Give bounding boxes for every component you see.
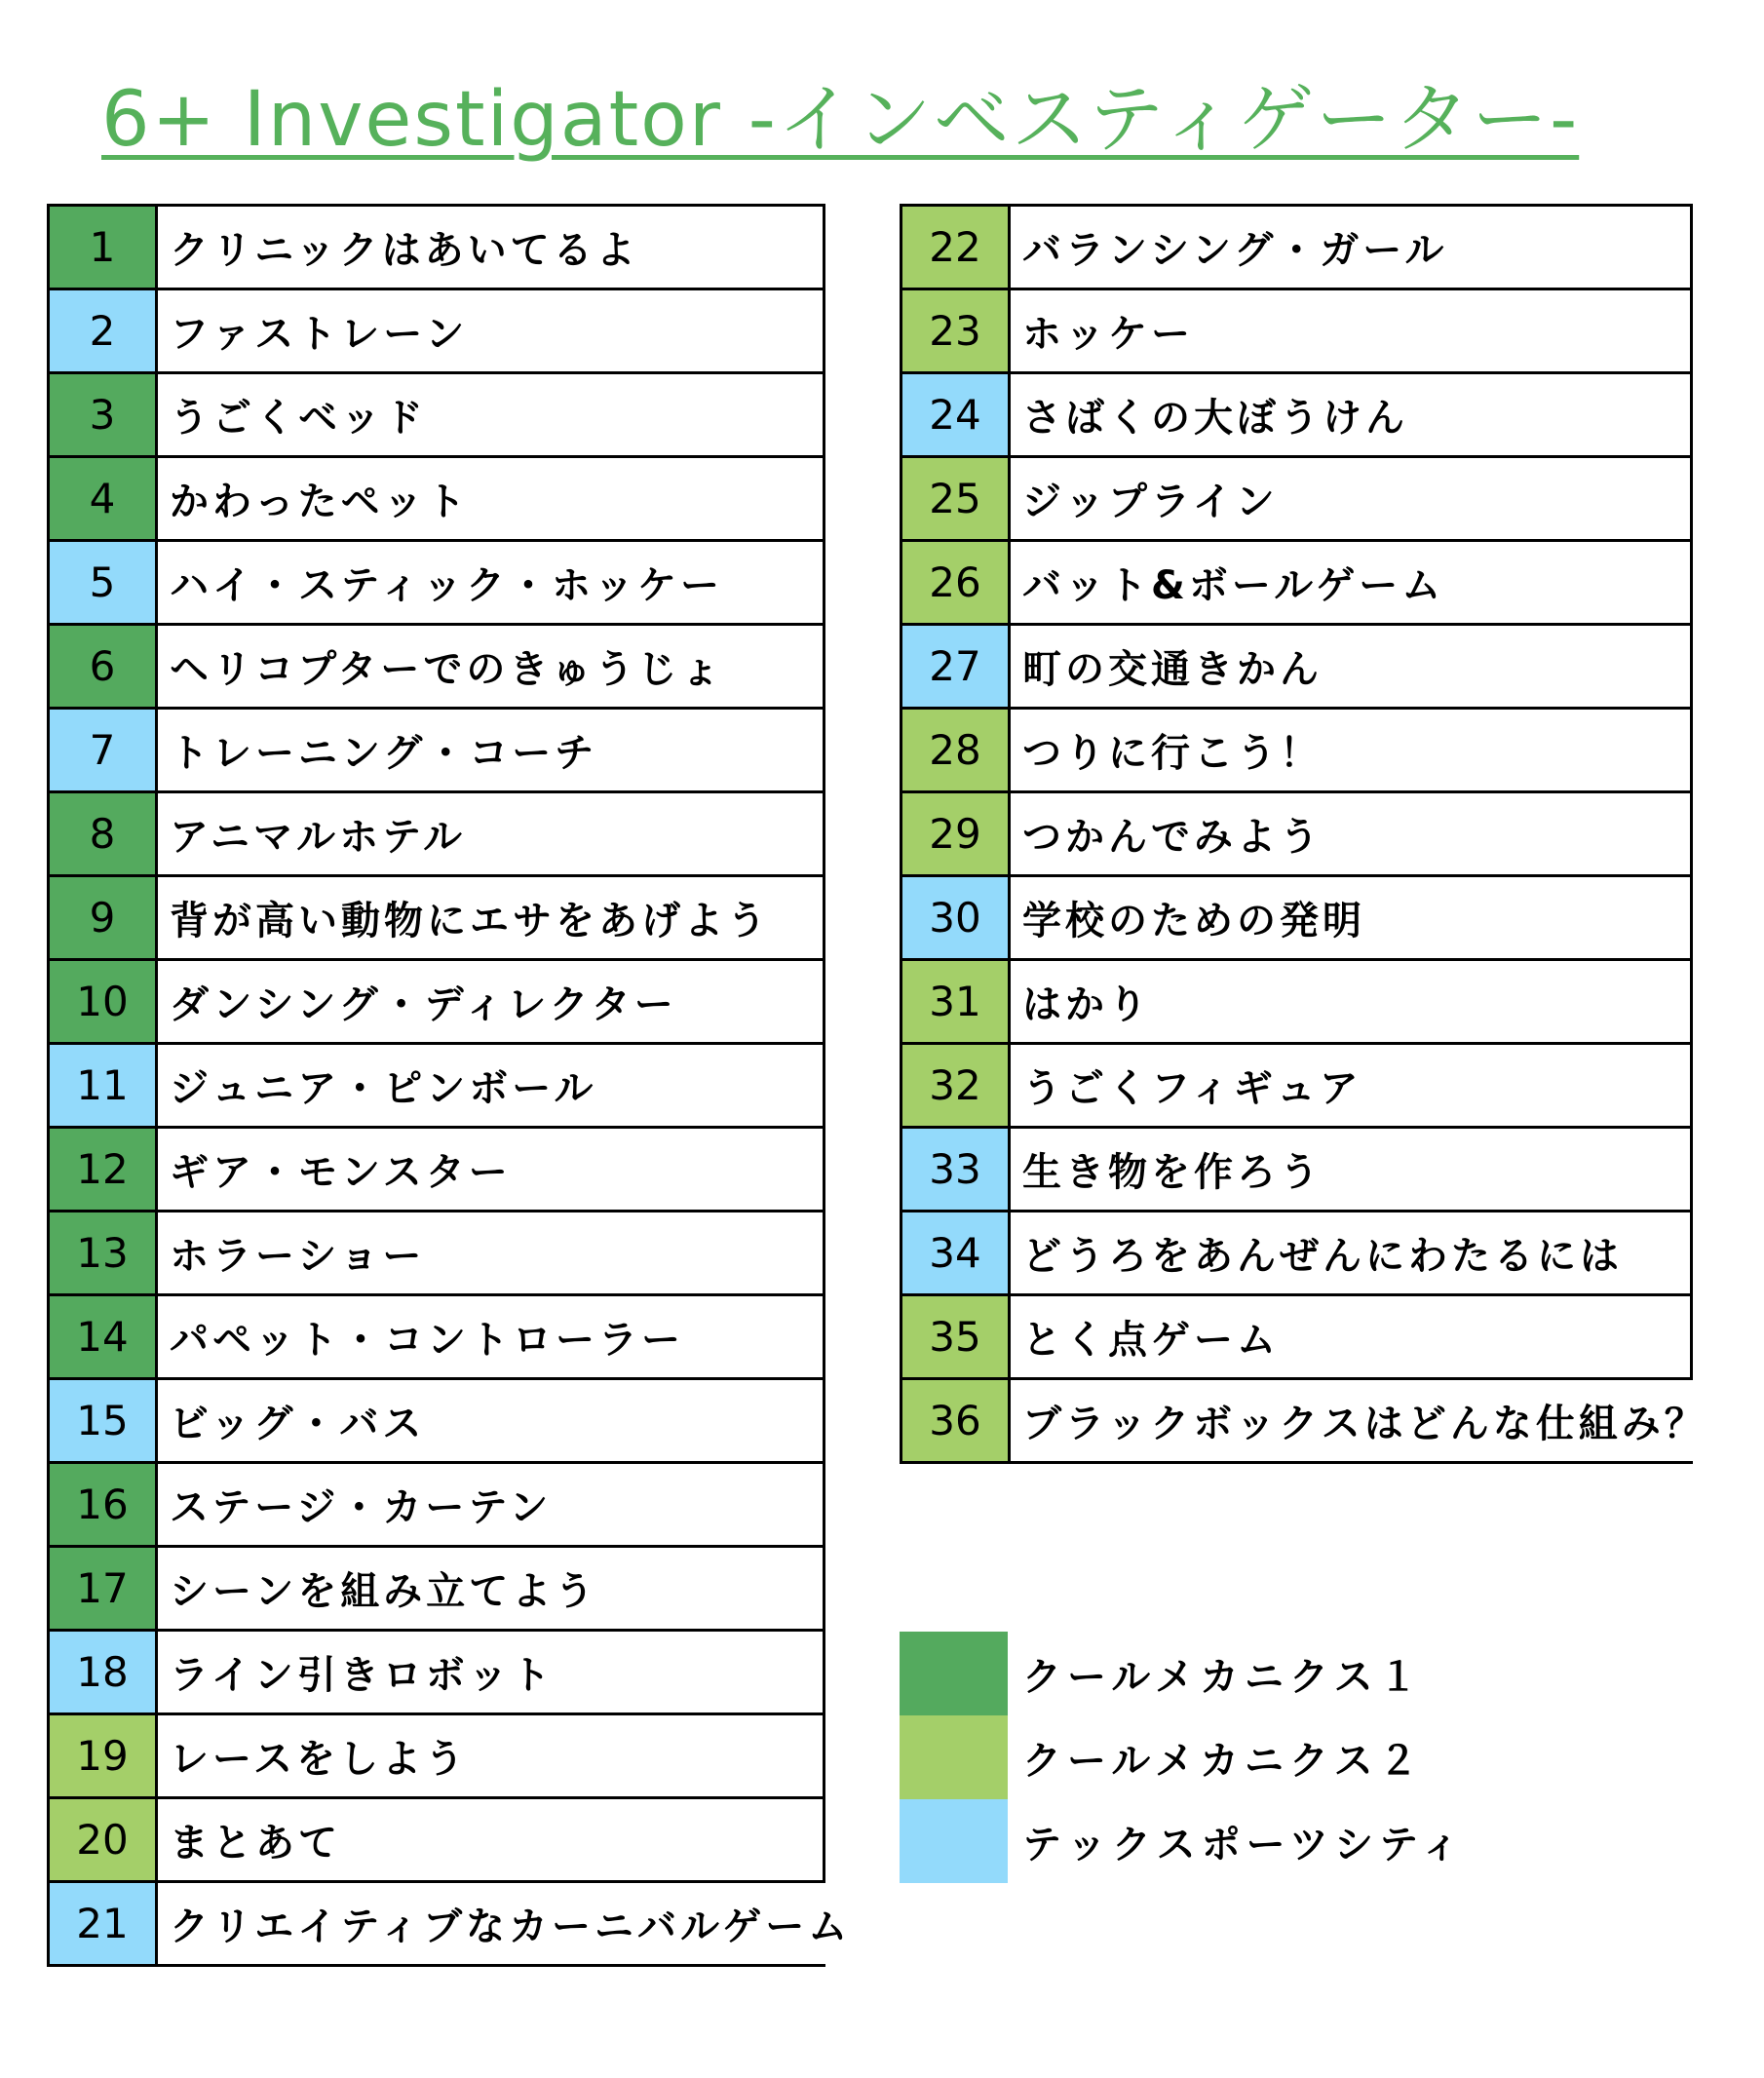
row-number: 26 bbox=[902, 542, 1011, 623]
row-number: 13 bbox=[50, 1212, 158, 1293]
table-row bbox=[50, 1464, 825, 1548]
row-title: トレーニング・コーチ bbox=[158, 710, 825, 790]
row-number: 5 bbox=[50, 542, 158, 623]
row-title: はかり bbox=[1011, 961, 1693, 1042]
row-title: ジュニア・ピンボール bbox=[158, 1045, 825, 1126]
row-number: 30 bbox=[902, 877, 1011, 958]
row-title: ファストレーン bbox=[158, 290, 825, 371]
row-title: うごくベッド bbox=[158, 374, 825, 455]
table-row bbox=[50, 458, 825, 542]
legend-item bbox=[900, 1799, 1582, 1883]
row-title: クリエイティブなカーニバルゲーム bbox=[170, 1905, 852, 1949]
legend-label: クールメカニクス２ bbox=[1022, 1738, 1424, 1784]
row-number: 32 bbox=[902, 1045, 1011, 1126]
row-number: 34 bbox=[902, 1212, 1011, 1293]
row-title: ホラーショー bbox=[158, 1212, 825, 1293]
table-row bbox=[50, 1548, 825, 1632]
row-number: 3 bbox=[50, 374, 158, 455]
row-number: 20 bbox=[50, 1799, 158, 1880]
left-table bbox=[47, 204, 852, 1967]
legend bbox=[900, 1632, 1582, 1883]
table-row bbox=[902, 710, 1693, 793]
row-title: アニマルホテル bbox=[158, 793, 825, 874]
table-row bbox=[50, 710, 825, 793]
table-row bbox=[902, 374, 1693, 458]
table-row bbox=[902, 1129, 1693, 1212]
legend-swatch bbox=[900, 1632, 1008, 1715]
row-title: ホッケー bbox=[1011, 290, 1693, 371]
table-row bbox=[902, 1045, 1693, 1129]
row-title: ビッグ・バス bbox=[158, 1380, 825, 1461]
row-number: 11 bbox=[50, 1045, 158, 1126]
row-title: 学校のための発明 bbox=[1011, 877, 1693, 958]
row-number: 33 bbox=[902, 1129, 1011, 1210]
row-title: うごくフィギュア bbox=[1011, 1045, 1693, 1126]
row-number: 25 bbox=[902, 458, 1011, 539]
table-row bbox=[50, 1799, 825, 1883]
table-row bbox=[50, 1715, 825, 1799]
right-table bbox=[900, 204, 1707, 1464]
row-number: 28 bbox=[902, 710, 1011, 790]
row-title: つかんでみよう bbox=[1011, 793, 1693, 874]
row-number: 31 bbox=[902, 961, 1011, 1042]
table-row bbox=[902, 1380, 1707, 1464]
table-row bbox=[902, 542, 1693, 626]
row-number: 15 bbox=[50, 1380, 158, 1461]
table-row bbox=[50, 1296, 825, 1380]
table-row bbox=[50, 542, 825, 626]
table-row bbox=[902, 458, 1693, 542]
row-number: 12 bbox=[50, 1129, 158, 1210]
row-title: 町の交通きかん bbox=[1011, 626, 1693, 707]
row-number: 22 bbox=[902, 207, 1011, 288]
table-row bbox=[902, 290, 1693, 374]
table-row bbox=[902, 1212, 1693, 1296]
row-number: 2 bbox=[50, 290, 158, 371]
row-title: 生き物を作ろう bbox=[1011, 1129, 1693, 1210]
row-title: さばくの大ぼうけん bbox=[1011, 374, 1693, 455]
row-number: 21 bbox=[50, 1883, 158, 1964]
table-row bbox=[50, 1380, 825, 1464]
legend-item bbox=[900, 1715, 1582, 1799]
row-number: 24 bbox=[902, 374, 1011, 455]
row-number: 17 bbox=[50, 1548, 158, 1629]
row-number: 6 bbox=[50, 626, 158, 707]
table-row bbox=[50, 1883, 852, 1967]
page-title: 6+ Investigator -インベスティゲーター- bbox=[101, 76, 1580, 164]
legend-label: クールメカニクス１ bbox=[1022, 1654, 1424, 1700]
table-row bbox=[902, 626, 1693, 710]
table-row bbox=[50, 793, 825, 877]
row-number: 16 bbox=[50, 1464, 158, 1545]
legend-item bbox=[900, 1632, 1582, 1715]
row-number: 14 bbox=[50, 1296, 158, 1377]
table-row bbox=[50, 1129, 825, 1212]
row-number: 27 bbox=[902, 626, 1011, 707]
row-number: 29 bbox=[902, 793, 1011, 874]
table-row bbox=[50, 374, 825, 458]
table-row bbox=[50, 1212, 825, 1296]
legend-swatch bbox=[900, 1799, 1008, 1883]
table-row bbox=[50, 1632, 825, 1715]
table-row bbox=[50, 290, 825, 374]
table-row bbox=[902, 793, 1693, 877]
row-number: 9 bbox=[50, 877, 158, 958]
table-row bbox=[50, 626, 825, 710]
row-number: 18 bbox=[50, 1632, 158, 1712]
table-row bbox=[50, 961, 825, 1045]
row-title: ステージ・カーテン bbox=[158, 1464, 825, 1545]
row-title: レースをしよう bbox=[158, 1715, 825, 1796]
row-title: ダンシング・ディレクター bbox=[158, 961, 825, 1042]
row-number: 10 bbox=[50, 961, 158, 1042]
table-row bbox=[902, 207, 1693, 290]
table-row bbox=[902, 961, 1693, 1045]
row-title: パペット・コントローラー bbox=[158, 1296, 825, 1377]
row-title: ライン引きロボット bbox=[158, 1632, 825, 1712]
table-row bbox=[50, 1045, 825, 1129]
table-row bbox=[902, 1296, 1693, 1380]
row-title: ヘリコプターでのきゅうじょ bbox=[158, 626, 825, 707]
table-row bbox=[50, 877, 825, 961]
row-title: ハイ・スティック・ホッケー bbox=[158, 542, 825, 623]
legend-label: テックスポーツシティ bbox=[1022, 1822, 1466, 1867]
row-number: 8 bbox=[50, 793, 158, 874]
row-title: バット&ボールゲーム bbox=[1011, 542, 1693, 623]
row-number: 19 bbox=[50, 1715, 158, 1796]
table-row bbox=[902, 877, 1693, 961]
row-title: シーンを組み立てよう bbox=[158, 1548, 825, 1629]
row-title: つりに行こう！ bbox=[1011, 710, 1693, 790]
table-row bbox=[50, 207, 825, 290]
row-title: ギア・モンスター bbox=[158, 1129, 825, 1210]
row-number: 36 bbox=[902, 1380, 1011, 1461]
row-title: とく点ゲーム bbox=[1011, 1296, 1693, 1377]
row-title: ジップライン bbox=[1011, 458, 1693, 539]
row-number: 23 bbox=[902, 290, 1011, 371]
row-title: どうろをあんぜんにわたるには bbox=[1011, 1212, 1693, 1293]
row-title: 背が高い動物にエサをあげよう bbox=[158, 877, 825, 958]
row-title: クリニックはあいてるよ bbox=[158, 207, 825, 288]
row-number: 1 bbox=[50, 207, 158, 288]
row-title: かわったペット bbox=[158, 458, 825, 539]
row-title: バランシング・ガール bbox=[1011, 207, 1693, 288]
row-number: 4 bbox=[50, 458, 158, 539]
legend-swatch bbox=[900, 1715, 1008, 1799]
row-number: 35 bbox=[902, 1296, 1011, 1377]
row-number: 7 bbox=[50, 710, 158, 790]
row-title: まとあて bbox=[158, 1799, 825, 1880]
row-title: ブラックボックスはどんな仕組み？ bbox=[1022, 1402, 1707, 1446]
